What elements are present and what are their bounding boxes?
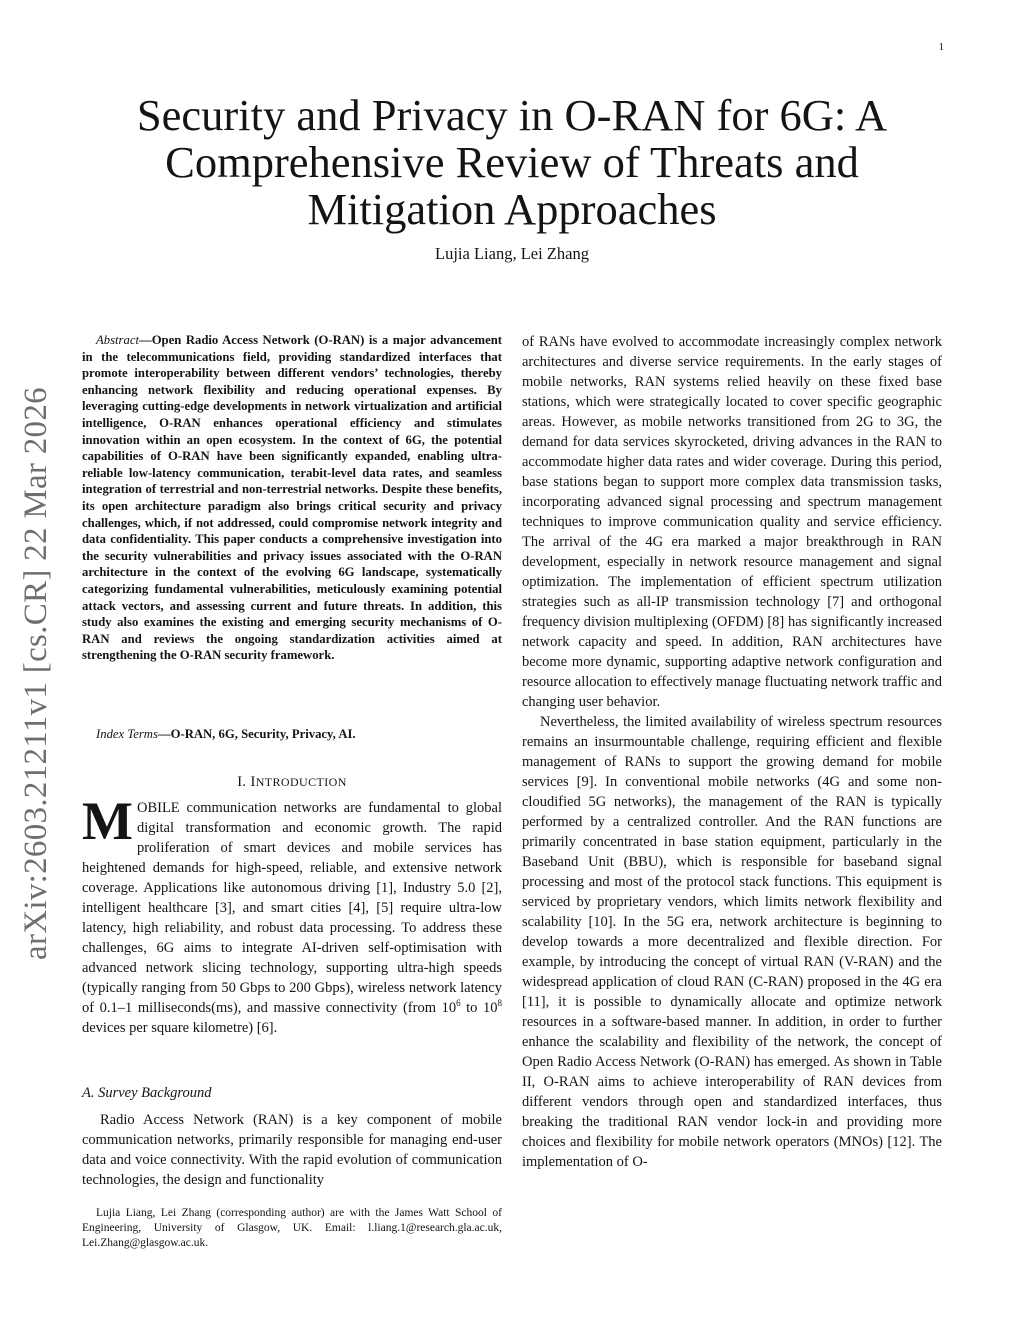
- abstract: [82, 332, 502, 664]
- index-terms: [82, 726, 502, 743]
- intro-tail-text: devices per square kilometre) [6].: [82, 1020, 278, 1036]
- introduction-paragraph: [82, 791, 503, 1038]
- right-paragraph-2: Nevertheless, the limited availability of wireless spectrum resources remains an insurmountable challenge, requiring efficient and flexible management of RANs to support the growing demand for mobile services [9]. In conventional mobile networks (4G and some non-cloudified 5G networks), the management of the RAN is typically performed by a centralized controller. And the RAN functions are primarily concentrated in base station equipment, particularly in the Baseband Unit (BBU), which is responsible for baseband signal processing and most of the protocol stack functions. This equipment is serviced by proprietary vendors, which limits network flexibility and scalability [10]. In the 5G era, network architecture is beginning to develop towards a more decentralized and flexible direction. For example, by introducing the concept of virtual RAN (V-RAN) and the widespread application of cloud RAN (C-RAN) proposed in the 4G era [11], it is possible to dynamically allocate and optimize network resources in a software-based manner. In addition, in order to further enhance the scalability and flexibility of the network, the concept of Open Radio Access Network (O-RAN) has emerged. As shown in Table II, O-RAN aims to achieve interoperability of RAN devices from different vendors through open and standardized interfaces, thus breaking the traditional RAN vendor lock-in and providing more choices and flexibility for mobile network operators (MNOs) [12]. The implementation of O-: [522, 714, 942, 1170]
- abstract-text: —Open Radio Access Network (O-RAN) is a major advancement in the telecommunications field, providing standardized interfaces that promote interoperability between different vendors’ technologies, thereby enhancing network flexibility and reducing operational expenses. By leveraging cutting-edge developments in network virtualization and artificial intelligence, O-RAN enhances operational efficiency and stimulates innovation within an open ecosystem. In the context of 6G, the potential capabilities of O-RAN have been significantly expanded, enabling ultra-reliable low-latency communication, terabit-level data rates, and seamless integration of terrestrial and non-terrestrial networks. Despite these benefits, its open architecture paradigm also brings critical security and privacy challenges, which, if not addressed, could compromise network integrity and data confidentiality. This paper conducts a comprehensive investigation into the security vulnerabilities and privacy issues associated with the O-RAN architecture in the context of the evolving 6G landscape, systematically categorizing fundamental vulnerabilities, meticulously examining potential attack vectors, and assessing current and future threats. In addition, this study also examines the existing and emerging security mechanisms of O-RAN and reviews the ongoing standardization activities aimed at strengthening the O-RAN security framework.: [82, 333, 502, 663]
- intro-mid-text: to 10: [460, 1000, 498, 1016]
- paper-title: Security and Privacy in O-RAN for 6G: A Comprehensive Review of Threats and Mitigation Approaches: [136, 90, 888, 234]
- index-terms-label: Index Terms: [96, 727, 158, 741]
- intro-lead-text: OBILE communication networks are fundamental to global digital transformation and economic growth. The rapid proliferation of smart devices and mobile services has heightened demands for high-speed, reliable, and extensive network coverage. Applications like autonomous driving [1], Industry 5.0 [2], intelligent healthcare [3], and smart cities [4], [5] require ultra-low latency, high reliability, and robust data processing. To address these challenges, 6G aims to integrate AI-driven self-optimisation with advanced network slicing technology, supporting ultra-high speeds (typically ranging from 50 Gbps to 200 Gbps), wireless network latency of 0.1–1 milliseconds(ms), and massive connectivity (from 10: [82, 800, 502, 1016]
- subsection-heading-survey-background: A. Survey Background: [82, 1085, 212, 1101]
- drop-cap: M: [82, 791, 133, 851]
- abstract-label: Abstract: [96, 333, 139, 347]
- index-terms-text: —O-RAN, 6G, Security, Privacy, AI.: [157, 727, 356, 741]
- right-paragraph-1: of RANs have evolved to accommodate increasingly complex network architectures and diverse service requirements. In the early stages of mobile networks, RAN systems relied heavily on these fixed base stations, which were strategically located to cover specific geographic areas. However, as mobile networks transitioned from 2G to 3G, the demand for data services skyrocketed, driving advances in the RAN to accommodate higher data rates and wider coverage. During this period, base stations began to support more complex data transmission tasks, incorporating advanced signal processing and spectrum management techniques to improve communication quality and service efficiency. The arrival of the 4G era marked a major breakthrough in RAN development, especially in network resource management and signal optimization. The implementation of efficient spectrum utilization strategies such as all-IP transmission technology [7] and orthogonal frequency division multiplexing (OFDM) [8] has significantly increased network capacity and speed. In addition, RAN architectures have become more dynamic, supporting adaptive network configuration and resource allocation to effectively manage fluctuating network traffic and changing user behavior.: [522, 334, 942, 710]
- page-number: 1: [938, 41, 944, 53]
- paper-authors: Lujia Liang, Lei Zhang: [435, 244, 589, 263]
- footnote-text: Lujia Liang, Lei Zhang (corresponding author) are with the James Watt School of Engineering, University of Glasgow, UK. Email: l.liang.1@research.gla.ac.uk, Lei.Zhang@glasgow.ac.uk.: [82, 1207, 502, 1249]
- exponent-6: 6: [456, 998, 461, 1009]
- section-title-rest: NTRODUCTION: [255, 775, 347, 789]
- exponent-8: 8: [497, 998, 503, 1009]
- section-heading-introduction: [82, 774, 502, 791]
- arxiv-identifier: arXiv:2603.21211v1 [cs.CR] 22 Mar 2026: [18, 387, 54, 960]
- section-title-initial: I: [250, 774, 256, 790]
- survey-background-paragraph: [82, 1110, 502, 1190]
- author-footnote: [82, 1206, 502, 1251]
- survey-text: Radio Access Network (RAN) is a key component of mobile communication networks, primarily responsible for managing end-user data and voice connectivity. With the rapid evolution of communication technologies, the design and functionality: [82, 1112, 502, 1188]
- right-column: [522, 332, 942, 1172]
- section-numeral: I.: [237, 774, 251, 790]
